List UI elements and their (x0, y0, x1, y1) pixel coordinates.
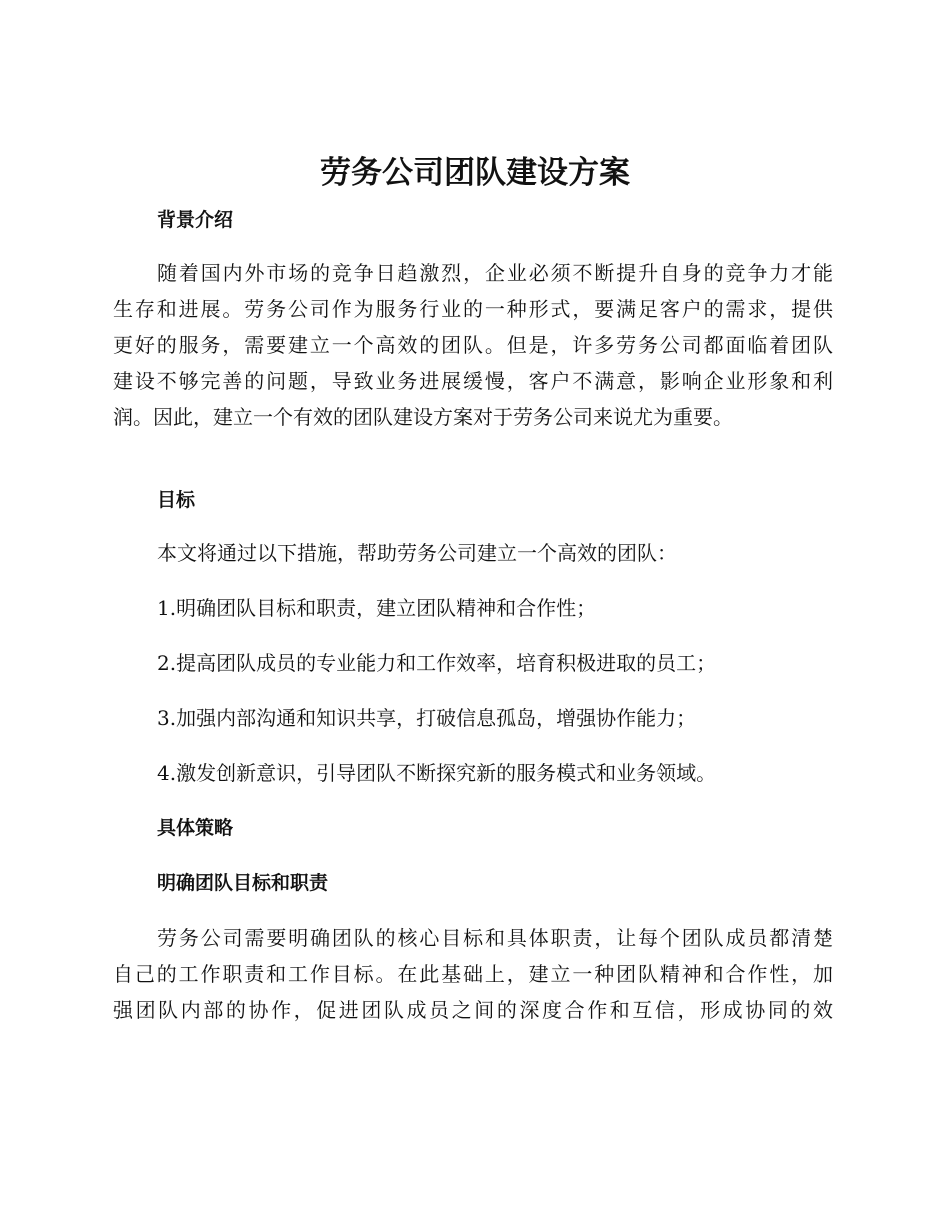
background-paragraph (113, 255, 833, 435)
goal-item-1: 1.明确团队目标和职责，建立团队精神和合作性； (157, 596, 597, 620)
paragraph-line: 自己的工作职责和工作目标。在此基础上，建立一种团队精神和合作性，加 (113, 962, 833, 986)
paragraph-line: 建设不够完善的问题，导致业务进展缓慢，客户不满意，影响企业形象和利 (113, 369, 833, 393)
document-title: 劳务公司团队建设方案 (320, 155, 630, 191)
goals-intro: 本文将通过以下措施，帮助劳务公司建立一个高效的团队： (157, 541, 677, 565)
paragraph-line: 随着国内外市场的竞争日趋激烈，企业必须不断提升自身的竞争力才能 (157, 261, 833, 285)
paragraph-line: 生存和进展。劳务公司作为服务行业的一种形式，要满足客户的需求，提供 (113, 297, 833, 321)
section-heading-goals: 目标 (157, 489, 196, 511)
goal-item-2: 2.提高团队成员的专业能力和工作效率，培育积极进取的员工； (157, 651, 717, 675)
sub-heading-team-goals: 明确团队目标和职责 (157, 872, 329, 894)
section-heading-strategy: 具体策略 (157, 817, 234, 839)
goal-item-3: 3.加强内部沟通和知识共享，打破信息孤岛，增强协作能力； (157, 706, 697, 730)
paragraph-line: 劳务公司需要明确团队的核心目标和具体职责，让每个团队成员都清楚 (157, 926, 833, 950)
goal-item-4: 4.激发创新意识，引导团队不断探究新的服务模式和业务领域。 (157, 761, 717, 785)
paragraph-line: 强团队内部的协作，促进团队成员之间的深度合作和互信，形成协同的效 (113, 998, 833, 1022)
section-heading-background: 背景介绍 (157, 209, 234, 231)
strategy-paragraph (113, 920, 833, 1028)
paragraph-line: 润。因此，建立一个有效的团队建设方案对于劳务公司来说尤为重要。 (113, 405, 733, 429)
paragraph-line: 更好的服务，需要建立一个高效的团队。但是，许多劳务公司都面临着团队 (113, 333, 833, 357)
